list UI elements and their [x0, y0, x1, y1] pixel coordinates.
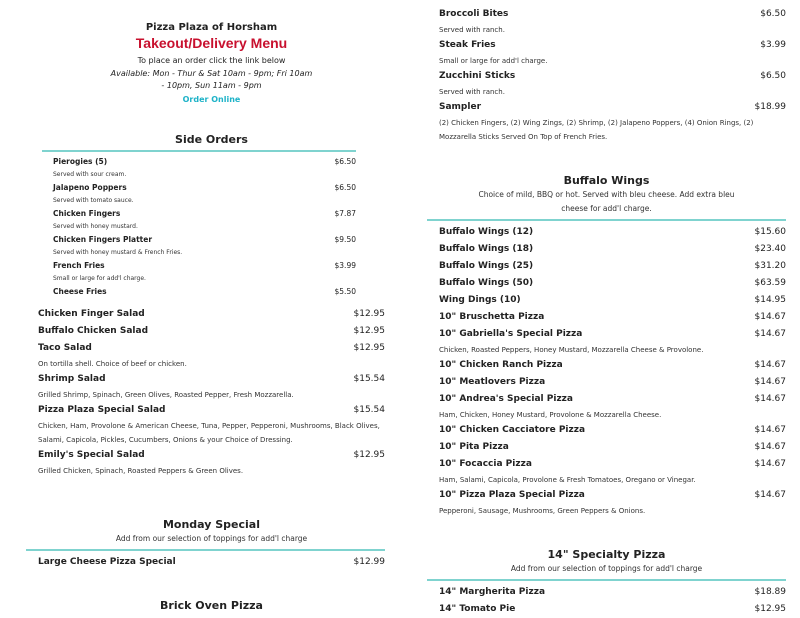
item-price: $15.60	[754, 227, 786, 237]
section-desc-monday-special: Add from our selection of toppings for add'l charge	[115, 534, 308, 543]
item-name: 10" Andrea's Special Pizza	[439, 394, 573, 404]
item-price: $3.99	[760, 40, 786, 50]
side-orders-list	[53, 155, 356, 298]
item-description: Grilled Shrimp, Spinach, Green Olives, Roasted Pepper, Fresh Mozzarella.	[38, 391, 294, 399]
divider	[427, 219, 786, 221]
item-description: Served with ranch.	[439, 26, 505, 34]
item-name: Chicken Fingers Platter	[53, 235, 153, 244]
item-price: $63.59	[754, 278, 786, 288]
item-description: Served with tomato sauce.	[53, 197, 134, 204]
menu-item[interactable]	[427, 357, 786, 374]
item-name: Buffalo Wings (25)	[439, 261, 534, 271]
item-name: Buffalo Chicken Salad	[38, 326, 149, 336]
item-price: $14.67	[754, 329, 786, 339]
item-description: Chicken, Roasted Peppers, Honey Mustard, Mozzarella Cheese & Provolone.	[439, 346, 704, 354]
menu-item[interactable]	[38, 306, 385, 323]
item-price: $12.99	[353, 557, 385, 567]
appetizers-list	[427, 6, 786, 144]
item-price: $14.67	[754, 425, 786, 435]
divider	[26, 549, 385, 551]
item-description: Small or large for add'l charge.	[439, 57, 548, 65]
availability-text: Available: Mon - Thur & Sat 10am - 9pm; Fri 10am - 10pm, Sun 11am - 9pm	[110, 69, 313, 90]
menu-item[interactable]	[427, 37, 786, 54]
menu-item[interactable]	[427, 68, 786, 85]
menu-item[interactable]	[427, 292, 786, 309]
divider	[427, 579, 786, 581]
item-description: (2) Chicken Fingers, (2) Wing Zings, (2) Shrimp, (2) Jalapeno Poppers, (4) Onion Rings, (2) Mozzarella Sticks Served On Top of French Fries.	[439, 119, 754, 141]
menu-item[interactable]	[427, 6, 786, 23]
item-price: $12.95	[353, 309, 385, 319]
menu-item[interactable]	[38, 371, 385, 388]
section-title-monday-special: Monday Special	[162, 518, 261, 531]
item-price: $14.67	[754, 377, 786, 387]
menu-item[interactable]	[38, 447, 385, 464]
section-title-buffalo-wings: Buffalo Wings	[563, 174, 650, 187]
menu-title: Takeout/Delivery Menu	[135, 35, 288, 51]
item-price: $6.50	[760, 9, 786, 19]
menu-item[interactable]	[38, 554, 385, 571]
section-title-14-specialty: 14" Specialty Pizza	[547, 548, 666, 561]
item-description: Chicken, Ham, Provolone & American Cheese, Tuna, Pepper, Pepperoni, Mushrooms, Black Olives, Salami, Capicola, Pickles, Cucumbers, Onions & your Choice of Dressing.	[38, 422, 380, 444]
item-price: $6.50	[334, 157, 356, 166]
menu-item[interactable]	[427, 439, 786, 456]
menu-item[interactable]	[427, 309, 786, 326]
item-description: Ham, Chicken, Honey Mustard, Provolone & Mozzarella Cheese.	[439, 411, 662, 419]
item-name: 10" Bruschetta Pizza	[439, 312, 545, 322]
menu-item[interactable]	[53, 285, 356, 298]
item-name: Wing Dings (10)	[439, 295, 521, 305]
menu-item[interactable]	[53, 181, 356, 194]
menu-item[interactable]	[427, 487, 786, 504]
menu-item[interactable]	[427, 258, 786, 275]
item-price: $12.95	[353, 326, 385, 336]
item-name: 10" Gabriella's Special Pizza	[439, 329, 583, 339]
item-name: Cheese Fries	[53, 287, 107, 296]
left-column	[38, 0, 385, 613]
menu-item[interactable]	[53, 259, 356, 272]
item-price: $18.89	[754, 587, 786, 597]
item-name: Sampler	[439, 102, 482, 112]
item-description: Pepperoni, Sausage, Mushrooms, Green Peppers & Onions.	[439, 507, 646, 515]
menu-item[interactable]	[38, 402, 385, 419]
menu-item[interactable]	[427, 326, 786, 343]
item-name: 10" Pita Pizza	[439, 442, 509, 452]
item-name: 10" Chicken Cacciatore Pizza	[439, 425, 586, 435]
item-price: $7.87	[334, 209, 356, 218]
buffalo-wings-list	[427, 224, 786, 518]
item-name: Large Cheese Pizza Special	[38, 557, 176, 567]
menu-item[interactable]	[427, 422, 786, 439]
item-description: Served with honey mustard & French Fries.	[53, 249, 183, 256]
menu-item[interactable]	[53, 233, 356, 246]
item-price: $5.50	[334, 287, 356, 296]
item-price: $14.67	[754, 490, 786, 500]
item-price: $14.67	[754, 442, 786, 452]
item-price: $6.50	[334, 183, 356, 192]
salads-list	[38, 306, 385, 478]
menu-item[interactable]	[38, 340, 385, 357]
restaurant-name: Pizza Plaza of Horsham	[145, 22, 278, 33]
section-desc-14-specialty: Add from our selection of toppings for add'l charge	[510, 564, 703, 573]
item-name: Buffalo Wings (12)	[439, 227, 534, 237]
item-name: Chicken Finger Salad	[38, 309, 145, 319]
section-title-brick-oven: Brick Oven Pizza	[160, 599, 263, 612]
item-price: $12.95	[754, 604, 786, 614]
item-name: 10" Pizza Plaza Special Pizza	[439, 490, 585, 500]
item-description: Served with ranch.	[439, 88, 505, 96]
item-name: Buffalo Wings (50)	[439, 278, 534, 288]
menu-header	[38, 22, 385, 108]
monday-special-list	[38, 554, 385, 571]
item-description: Served with sour cream.	[53, 171, 127, 178]
item-name: 14" Margherita Pizza	[439, 587, 546, 597]
item-name: 10" Chicken Ranch Pizza	[439, 360, 563, 370]
item-price: $23.40	[754, 244, 786, 254]
item-price: $14.67	[754, 312, 786, 322]
item-name: Shrimp Salad	[38, 374, 106, 384]
item-description: On tortilla shell. Choice of beef or chicken.	[38, 360, 187, 368]
item-name: Zucchini Sticks	[439, 71, 516, 81]
order-online-link[interactable]: Order Online	[182, 95, 241, 104]
section-desc-buffalo-wings: Choice of mild, BBQ or hot. Served with bleu cheese. Add extra bleu cheese for add'l charge.	[478, 190, 735, 213]
item-description: Ham, Salami, Capicola, Provolone & Fresh Tomatoes, Oregano or Vinegar.	[439, 476, 696, 484]
item-description: Small or large for add'l charge.	[53, 275, 146, 282]
item-name: Pizza Plaza Special Salad	[38, 405, 166, 415]
section-title-side-orders: Side Orders	[175, 133, 248, 146]
item-description: Grilled Chicken, Spinach, Roasted Peppers & Green Olives.	[38, 467, 244, 475]
item-description: Served with honey mustard.	[53, 223, 138, 230]
specialty-14-list	[427, 584, 786, 618]
menu-item[interactable]	[427, 99, 786, 116]
item-price: $6.50	[760, 71, 786, 81]
menu-item[interactable]	[427, 374, 786, 391]
menu-subtitle: To place an order click the link below	[137, 56, 286, 65]
menu-item[interactable]	[53, 155, 356, 168]
menu-item[interactable]	[427, 584, 786, 601]
menu-item[interactable]	[38, 323, 385, 340]
item-price: $18.99	[754, 102, 786, 112]
item-price: $12.95	[353, 343, 385, 353]
item-name: 10" Focaccia Pizza	[439, 459, 532, 469]
menu-item[interactable]	[427, 224, 786, 241]
menu-item[interactable]	[427, 601, 786, 618]
divider	[42, 150, 356, 152]
item-price: $3.99	[334, 261, 356, 270]
item-price: $14.95	[754, 295, 786, 305]
item-price: $15.54	[353, 374, 385, 384]
item-name: 10" Meatlovers Pizza	[439, 377, 546, 387]
item-name: 14" Tomato Pie	[439, 604, 516, 614]
item-name: Broccoli Bites	[439, 9, 509, 19]
item-name: French Fries	[53, 261, 105, 270]
item-name: Emily's Special Salad	[38, 450, 145, 460]
menu-item[interactable]	[427, 241, 786, 258]
item-price: $14.67	[754, 360, 786, 370]
item-name: Buffalo Wings (18)	[439, 244, 534, 254]
menu-item[interactable]	[427, 456, 786, 473]
item-price: $31.20	[754, 261, 786, 271]
item-price: $9.50	[334, 235, 356, 244]
item-name: Jalapeno Poppers	[53, 183, 127, 192]
menu-item[interactable]	[427, 391, 786, 408]
item-price: $15.54	[353, 405, 385, 415]
item-price: $14.67	[754, 459, 786, 469]
menu-item[interactable]	[427, 275, 786, 292]
right-column	[427, 0, 786, 618]
item-name: Taco Salad	[38, 343, 92, 353]
item-name: Pierogies (5)	[53, 157, 108, 166]
item-name: Chicken Fingers	[53, 209, 121, 218]
item-price: $14.67	[754, 394, 786, 404]
item-name: Steak Fries	[439, 40, 496, 50]
item-price: $12.95	[353, 450, 385, 460]
menu-item[interactable]	[53, 207, 356, 220]
